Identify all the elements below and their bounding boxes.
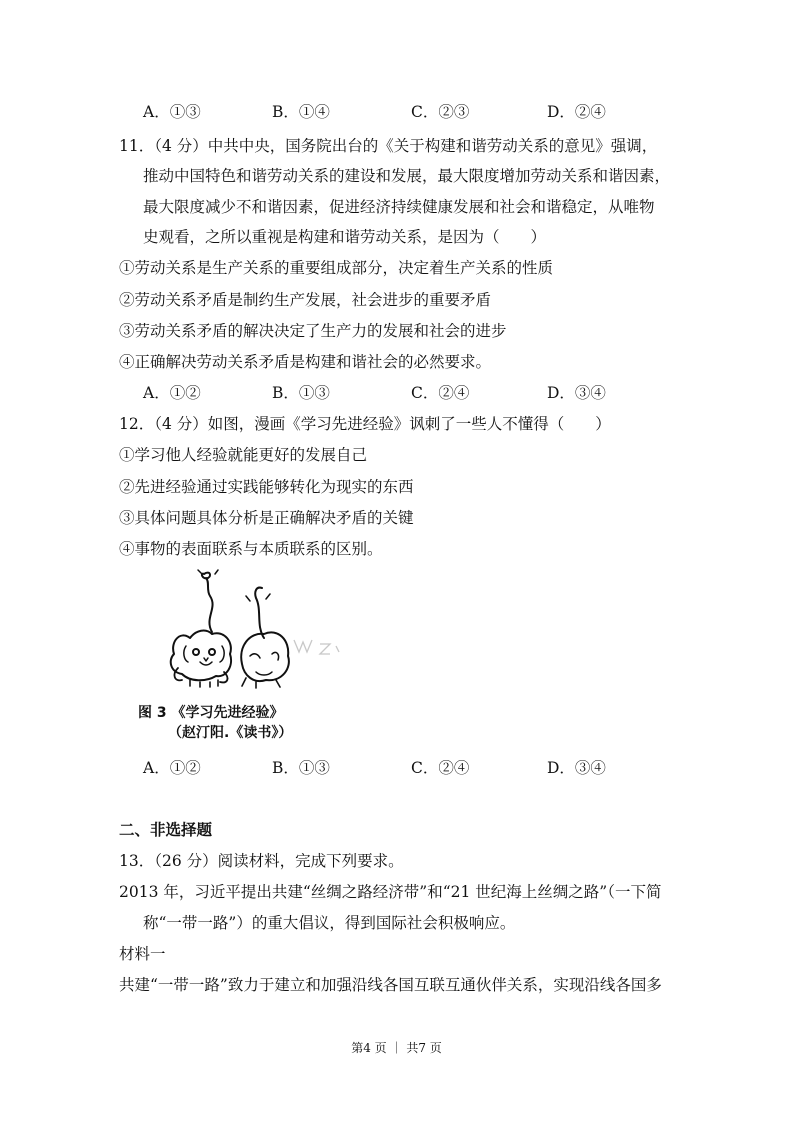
q12-statement-1: ①学习他人经验就能更好的发展自己: [119, 446, 368, 464]
q11-statement-4: ④正确解决劳动关系矛盾是构建和谐社会的必然要求。: [119, 353, 492, 371]
q12-statement-2: ②先进经验通过实践能够转化为现实的东西: [119, 478, 414, 496]
q13-intro-line-2: 称“一带一路”）的重大倡议，得到国际社会积极响应。: [143, 914, 516, 932]
q12-option-b[interactable]: B．①③: [272, 759, 330, 777]
q11-stem-line-3: 最大限度减少不和谐因素，促进经济持续健康发展和社会和谐稳定，从唯物: [143, 198, 655, 216]
q10-option-d[interactable]: D．②④: [547, 103, 606, 121]
monkey-tail: [255, 588, 264, 638]
q12-option-a[interactable]: A．①②: [143, 759, 201, 777]
q11-statement-1: ①劳动关系是生产关系的重要组成部分，决定着生产关系的性质: [119, 259, 554, 277]
q10-option-a[interactable]: A．①③: [143, 103, 201, 121]
q11-stem-line-4: 史观看，之所以重视是构建和谐劳动关系，是因为（ ）: [143, 228, 547, 246]
section-heading: 二、非选择题: [119, 821, 213, 839]
lion-eye-left: [193, 649, 199, 655]
monkey-body: [241, 632, 289, 681]
figure-caption-title: 图 3 《学习先进经验》: [138, 705, 284, 721]
q12-option-d[interactable]: D．③④: [547, 759, 606, 777]
q12-statement-4: ④事物的表面联系与本质联系的区别。: [119, 540, 383, 558]
lion-tail: [206, 578, 213, 632]
q12-stem: 12．（4 分）如图，漫画《学习先进经验》讽刺了一些人不懂得（ ）: [119, 415, 611, 433]
lion-eye-right: [209, 649, 215, 655]
q13-intro-line-1: 2013 年，习近平提出共建“丝绸之路经济带”和“21 世纪海上丝绸之路”（一下简: [119, 883, 662, 901]
q11-option-c[interactable]: C．②④: [411, 384, 470, 402]
q11-option-b[interactable]: B．①③: [272, 384, 330, 402]
q12-statement-3: ③具体问题具体分析是正确解决矛盾的关键: [119, 509, 414, 527]
q11-option-d[interactable]: D．③④: [547, 384, 606, 402]
cartoon-figure: [160, 568, 370, 690]
q13-material-label: 材料一: [119, 945, 166, 963]
q10-option-c[interactable]: C．②③: [411, 103, 470, 121]
q13-stem: 13．（26 分）阅读材料，完成下列要求。: [119, 852, 404, 870]
q11-stem-line-2: 推动中国特色和谐劳动关系的建设和发展，最大限度增加劳动关系和谐因素，: [143, 167, 671, 185]
q11-statement-3: ③劳动关系矛盾的解决决定了生产力的发展和社会的进步: [119, 322, 507, 340]
page-footer: 第4 页 ｜ 共7 页: [351, 1041, 442, 1055]
figure-caption-source: （赵汀阳.《读书》）: [168, 725, 293, 741]
q13-material-line-1: 共建“一带一路”致力于建立和加强沿线各国互联互通伙伴关系，实现沿线各国多: [119, 976, 662, 994]
q11-option-a[interactable]: A．①②: [143, 384, 201, 402]
q11-stem-line-1: 11．（4 分）中共中央，国务院出台的《关于构建和谐劳动关系的意见》强调，: [119, 137, 658, 155]
q10-option-b[interactable]: B．①④: [272, 103, 330, 121]
lion-mane: [171, 631, 231, 681]
q11-statement-2: ②劳动关系矛盾是制约生产发展，社会进步的重要矛盾: [119, 291, 492, 309]
q12-option-c[interactable]: C．②④: [411, 759, 470, 777]
lion-tail-tuft: [202, 573, 210, 579]
